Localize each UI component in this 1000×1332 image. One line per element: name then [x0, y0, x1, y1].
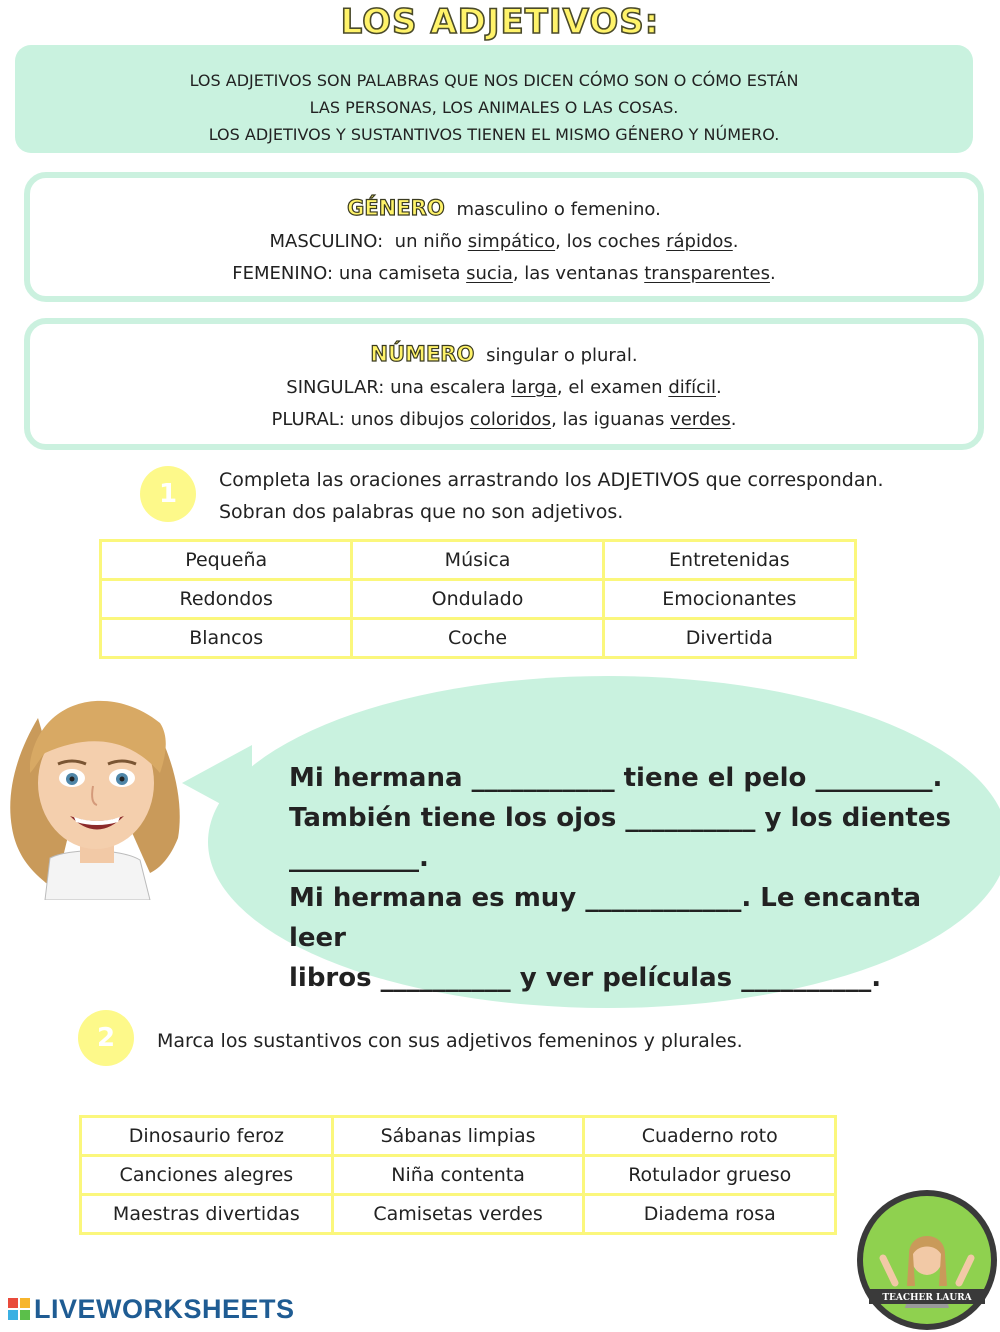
- liveworksheets-logo[interactable]: [8, 1294, 295, 1325]
- speech-bubble-tail: [182, 745, 252, 821]
- selectable-phrase[interactable]: Cuaderno roto: [584, 1117, 836, 1156]
- drop-blank[interactable]: __________: [289, 843, 419, 873]
- girl-avatar-icon: [0, 678, 190, 900]
- definition-box: [15, 45, 973, 153]
- example-text: .: [769, 263, 776, 284]
- gender-tag: GÉNERO: [347, 196, 445, 220]
- sentence-line: [289, 758, 969, 798]
- singular-label: SINGULAR:: [286, 377, 385, 398]
- selectable-phrase[interactable]: Sábanas limpias: [332, 1117, 584, 1156]
- example-text: , el examen: [556, 377, 663, 398]
- selectable-phrase[interactable]: Rotulador grueso: [584, 1156, 836, 1195]
- draggable-word[interactable]: Blancos: [101, 619, 352, 658]
- sentence-line: [289, 838, 969, 878]
- draggable-word[interactable]: Ondulado: [352, 580, 603, 619]
- example-adjective: sucia: [466, 263, 513, 284]
- number-tag: NÚMERO: [370, 342, 475, 366]
- exercise-2-instructions: Marca los sustantivos con sus adjetivos femeninos y plurales.: [157, 1030, 743, 1052]
- example-adjective: simpático: [467, 231, 556, 252]
- sentence-text: . Le encanta leer: [289, 883, 922, 953]
- sentence-text: .: [419, 843, 429, 873]
- instruction-line: Completa las oraciones arrastrando los ADJETIVOS que correspondan.: [219, 469, 884, 491]
- instruction-line: Sobran dos palabras que no son adjetivos.: [219, 501, 624, 523]
- gender-box: [24, 172, 984, 302]
- sentence-text: .: [871, 963, 882, 993]
- example-text: una escalera: [390, 377, 506, 398]
- singular-example: [30, 372, 978, 404]
- example-text: unos dibujos: [350, 409, 465, 430]
- selectable-phrase[interactable]: Canciones alegres: [81, 1156, 333, 1195]
- logo-squares-icon: [8, 1298, 30, 1320]
- feminine-label: FEMENINO:: [232, 263, 334, 284]
- draggable-word[interactable]: Coche: [352, 619, 603, 658]
- drop-blank[interactable]: __________: [380, 963, 511, 993]
- draggable-word[interactable]: Música: [352, 541, 603, 580]
- drop-blank[interactable]: ____________: [585, 883, 742, 913]
- gender-heading: [30, 192, 978, 226]
- example-text: .: [715, 377, 722, 398]
- sentence-line: [289, 958, 969, 998]
- plural-example: [30, 404, 978, 436]
- example-text: , las ventanas: [512, 263, 639, 284]
- example-text: una camiseta: [338, 263, 461, 284]
- example-text: un niño: [394, 231, 463, 252]
- definition-line: LOS ADJETIVOS SON PALABRAS QUE NOS DICEN CÓMO SON O CÓMO ESTÁN: [189, 71, 799, 90]
- drop-blank[interactable]: __________: [625, 803, 756, 833]
- selectable-phrase[interactable]: Niña contenta: [332, 1156, 584, 1195]
- sentence-text: libros: [289, 963, 372, 993]
- worksheet-title: LOS ADJETIVOS:: [340, 2, 660, 42]
- number-heading: [30, 338, 978, 372]
- selectable-phrase[interactable]: Diadema rosa: [584, 1195, 836, 1234]
- sentence-text: También tiene los ojos: [289, 803, 617, 833]
- masculine-label: MASCULINO:: [269, 231, 384, 252]
- definition-line: LOS ADJETIVOS Y SUSTANTIVOS TIENEN EL MISMO GÉNERO Y NÚMERO.: [208, 125, 780, 144]
- example-adjective: verdes: [670, 409, 731, 430]
- drop-blank[interactable]: _________: [815, 763, 933, 793]
- feminine-example: [30, 258, 978, 290]
- example-adjective: rápidos: [666, 231, 733, 252]
- drop-blank[interactable]: __________: [741, 963, 872, 993]
- exercise-1-number: 1: [140, 466, 196, 522]
- example-adjective: coloridos: [469, 409, 552, 430]
- sentence-line: [289, 798, 969, 838]
- sentence-text: Mi hermana: [289, 763, 463, 793]
- draggable-word[interactable]: Emocionantes: [603, 580, 855, 619]
- definition-line: LAS PERSONAS, LOS ANIMALES O LAS COSAS.: [309, 98, 679, 117]
- sentence-text: y ver películas: [519, 963, 733, 993]
- example-text: , las iguanas: [551, 409, 665, 430]
- sentence-text: tiene el pelo: [623, 763, 807, 793]
- word-bank-2: [79, 1115, 837, 1235]
- example-text: , los coches: [555, 231, 661, 252]
- example-adjective: transparentes: [644, 263, 770, 284]
- badge-text: TEACHER LAURA: [882, 1293, 972, 1303]
- word-bank-1: [99, 539, 857, 659]
- selectable-phrase[interactable]: Maestras divertidas: [81, 1195, 333, 1234]
- selectable-phrase[interactable]: Dinosaurio feroz: [81, 1117, 333, 1156]
- sentence-line: [289, 878, 969, 958]
- example-text: .: [730, 409, 737, 430]
- logo-text: LIVEWORKSHEETS: [34, 1294, 295, 1324]
- exercise-2-number: 2: [78, 1010, 134, 1066]
- fill-in-sentences: [289, 758, 969, 998]
- number-box: [24, 318, 984, 450]
- example-adjective: larga: [511, 377, 557, 398]
- sentence-text: y los dientes: [764, 803, 951, 833]
- drop-blank[interactable]: ___________: [471, 763, 615, 793]
- sentence-text: .: [932, 763, 943, 793]
- exercise-1-instructions: [219, 464, 884, 528]
- gender-description: masculino o femenino.: [456, 199, 661, 220]
- draggable-word[interactable]: Pequeña: [101, 541, 352, 580]
- draggable-word[interactable]: Entretenidas: [603, 541, 855, 580]
- example-adjective: difícil: [668, 377, 716, 398]
- number-description: singular o plural.: [486, 345, 638, 366]
- sentence-text: Mi hermana es muy: [289, 883, 577, 913]
- example-text: .: [732, 231, 739, 252]
- masculine-example: [30, 226, 978, 258]
- draggable-word[interactable]: Redondos: [101, 580, 352, 619]
- selectable-phrase[interactable]: Camisetas verdes: [332, 1195, 584, 1234]
- draggable-word[interactable]: Divertida: [603, 619, 855, 658]
- teacher-laura-badge-icon: [855, 1188, 999, 1332]
- plural-label: PLURAL:: [271, 409, 345, 430]
